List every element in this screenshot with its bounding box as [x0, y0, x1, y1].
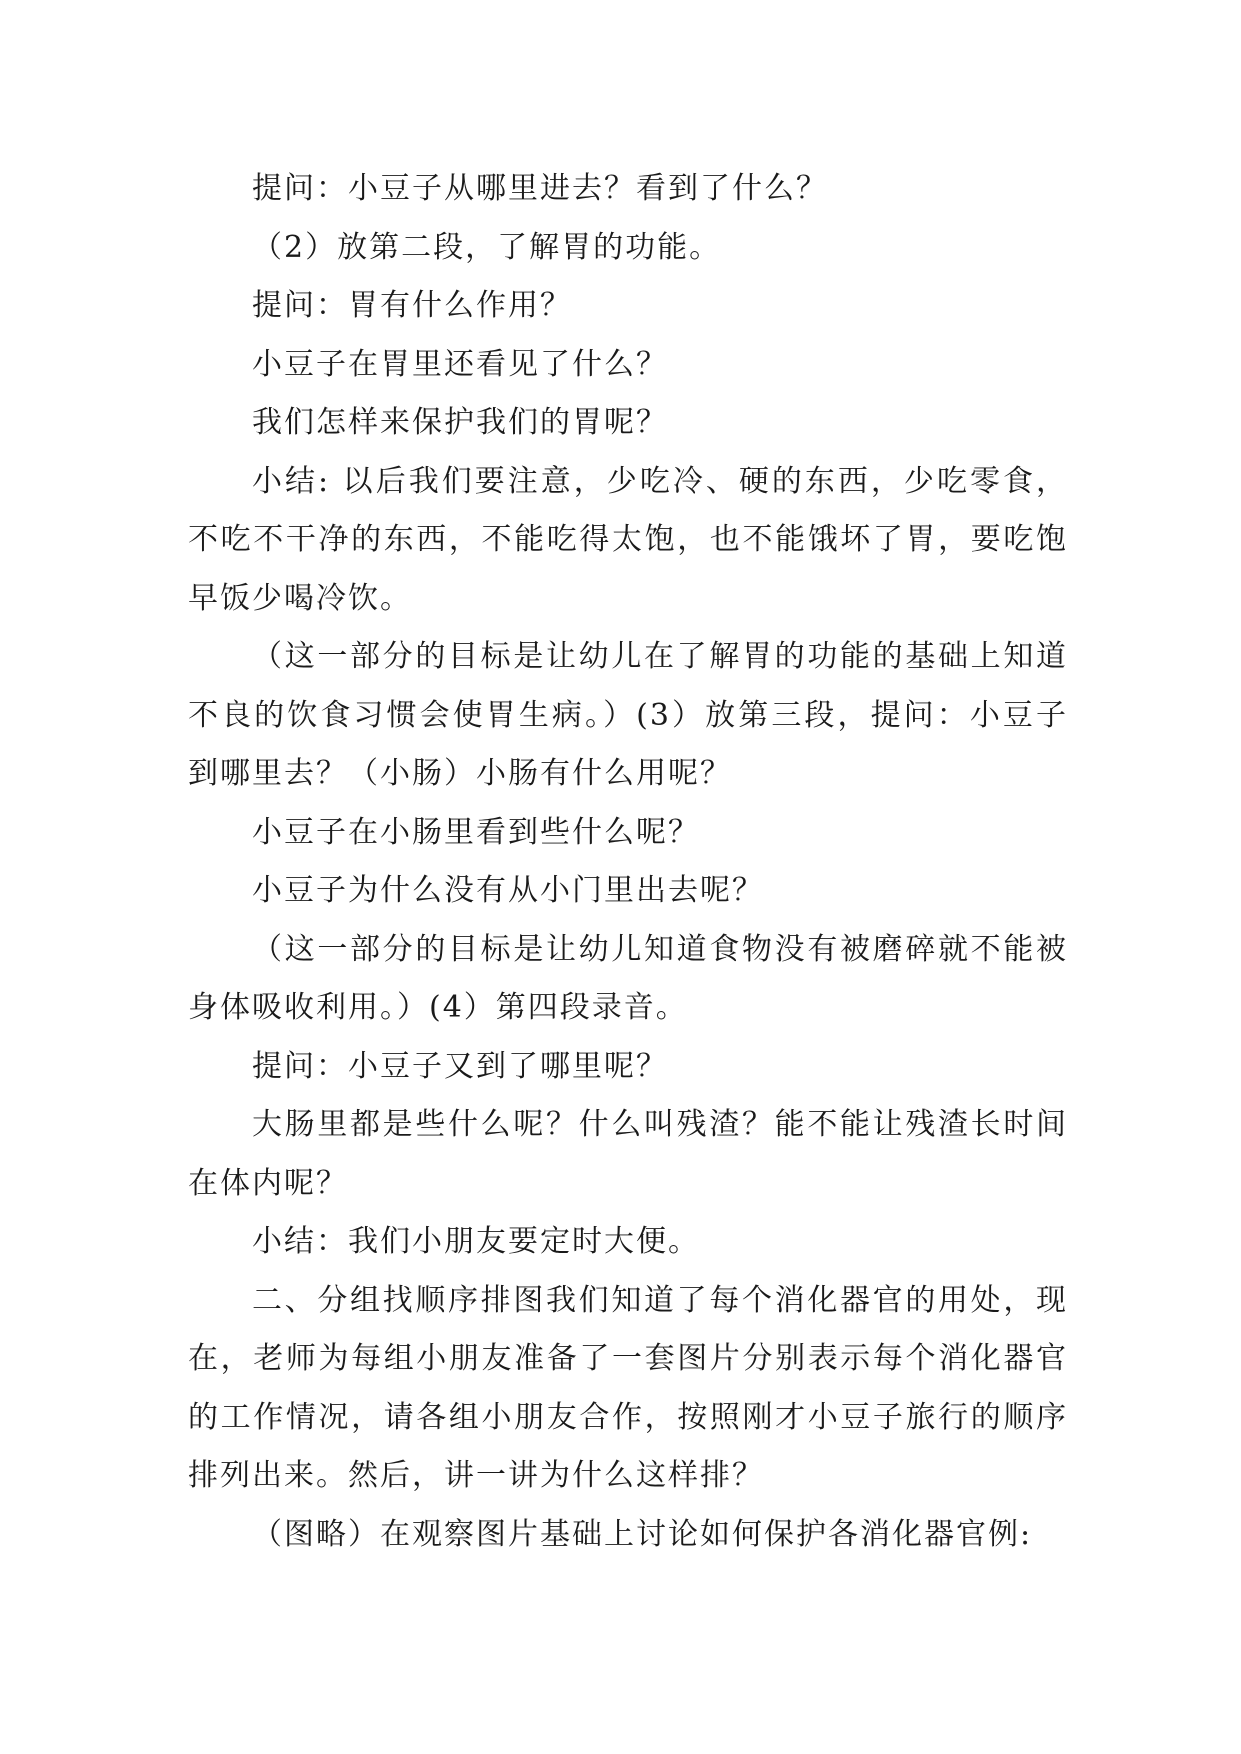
paragraph: 小豆子为什么没有从小门里出去呢？: [252, 873, 764, 908]
paragraph: （这一部分的目标是让幼儿知道食物没有被磨碎就不能被身体吸收利用。）(4）第四段录音。: [188, 931, 1068, 1025]
paragraph: 提问：胃有什么作用？: [252, 288, 572, 323]
paragraph: 我们怎样来保护我们的胃呢？: [252, 405, 668, 440]
paragraph: 提问：小豆子从哪里进去？看到了什么？: [252, 171, 828, 206]
paragraph: 小豆子在小肠里看到些什么呢？: [252, 814, 700, 850]
paragraph: （这一部分的目标是让幼儿在了解胃的功能的基础上知道不良的饮食习惯会使胃生病。）(3）放第三段，提问：小豆子到哪里去？（小肠）小肠有什么用呢？: [188, 639, 1068, 791]
paragraph: 提问：小豆子又到了哪里呢？: [252, 1048, 668, 1084]
paragraph: 小结: 以后我们要注意，少吃冷、硬的东西，少吃零食，不吃不干净的东西，不能吃得太饱，也不能饿坏了胃，要吃饱早饭少喝冷饮。: [188, 463, 1068, 616]
paragraph: （2）放第二段，了解胃的功能。: [252, 229, 722, 265]
document-body: [188, 160, 1068, 1564]
paragraph: （图略）在观察图片基础上讨论如何保护各消化器官例:: [252, 1516, 1033, 1552]
paragraph: 小豆子在胃里还看见了什么？: [252, 346, 668, 382]
paragraph: 小结：我们小朋友要定时大便。: [252, 1224, 700, 1259]
paragraph: 大肠里都是些什么呢？什么叫残渣？能不能让残渣长时间在体内呢？: [188, 1107, 1068, 1201]
paragraph: 二、分组找顺序排图我们知道了每个消化器官的用处，现在，老师为每组小朋友准备了一套图片分别表示每个消化器官的工作情况，请各组小朋友合作，按照刚才小豆子旅行的顺序排列出来。然后，讲一讲为什么这样排？: [188, 1282, 1068, 1493]
